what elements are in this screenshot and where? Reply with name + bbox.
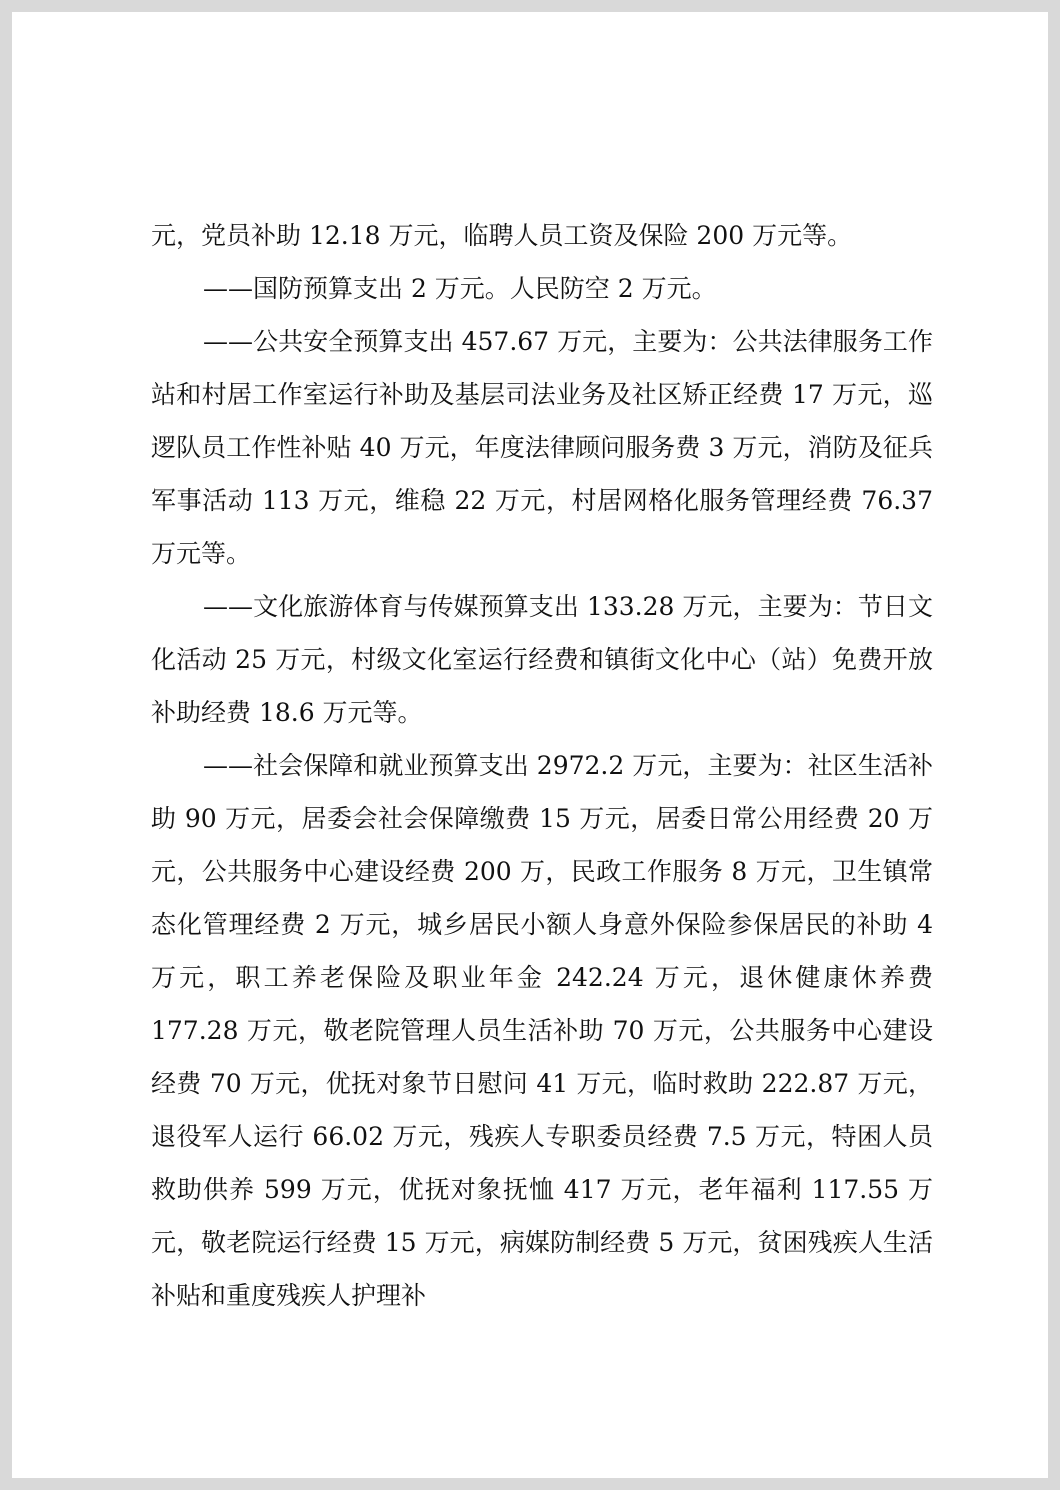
paragraph-social-security-employment: ——社会保障和就业预算支出 2972.2 万元，主要为：社区生活补助 90 万元，居委会社会保障缴费 15 万元，居委日常公用经费 20 万元，公共服务中心建设经费 200 万，民政工作服务 8 万元，卫生镇常态化管理经费 2 万元，城乡居民小额人身意外保险参保居民的补助 4 万元，职工养老保险及职业年金 242.24 万元，退休健康休养费 177.28 万元，敬老院管理人员生活补助 70 万元，公共服务中心建设经费 70 万元，优抚对象节日慰问 41 万元，临时救助 222.87 万元，退役军人运行 66.02 万元，残疾人专职委员经费 7.5 万元，特困人员救助供养 599 万元，优抚对象抚恤 417 万元，老年福利 117.55 万元，敬老院运行经费 15 万元，病媒防制经费 5 万元，贫困残疾人生活补贴和重度残疾人护理补 xyxy=(151,751,933,1310)
paragraph-national-defense: ——国防预算支出 2 万元。人民防空 2 万元。 xyxy=(203,274,717,303)
document-body xyxy=(151,209,933,1322)
paragraph-staff-expenses-tail: 元，党员补助 12.18 万元，临聘人员工资及保险 200 万元等。 xyxy=(151,221,853,250)
document-page xyxy=(12,12,1048,1478)
paragraph-culture-tourism-sports-media: ——文化旅游体育与传媒预算支出 133.28 万元，主要为：节日文化活动 25 万元，村级文化室运行经费和镇街文化中心（站）免费开放补助经费 18.6 万元等。 xyxy=(151,592,933,727)
paragraph-public-safety: ——公共安全预算支出 457.67 万元，主要为：公共法律服务工作站和村居工作室运行补助及基层司法业务及社区矫正经费 17 万元，巡逻队员工作性补贴 40 万元，年度法律顾问服务费 3 万元，消防及征兵军事活动 113 万元，维稳 22 万元，村居网格化服务管理经费 76.37 万元等。 xyxy=(151,327,933,568)
